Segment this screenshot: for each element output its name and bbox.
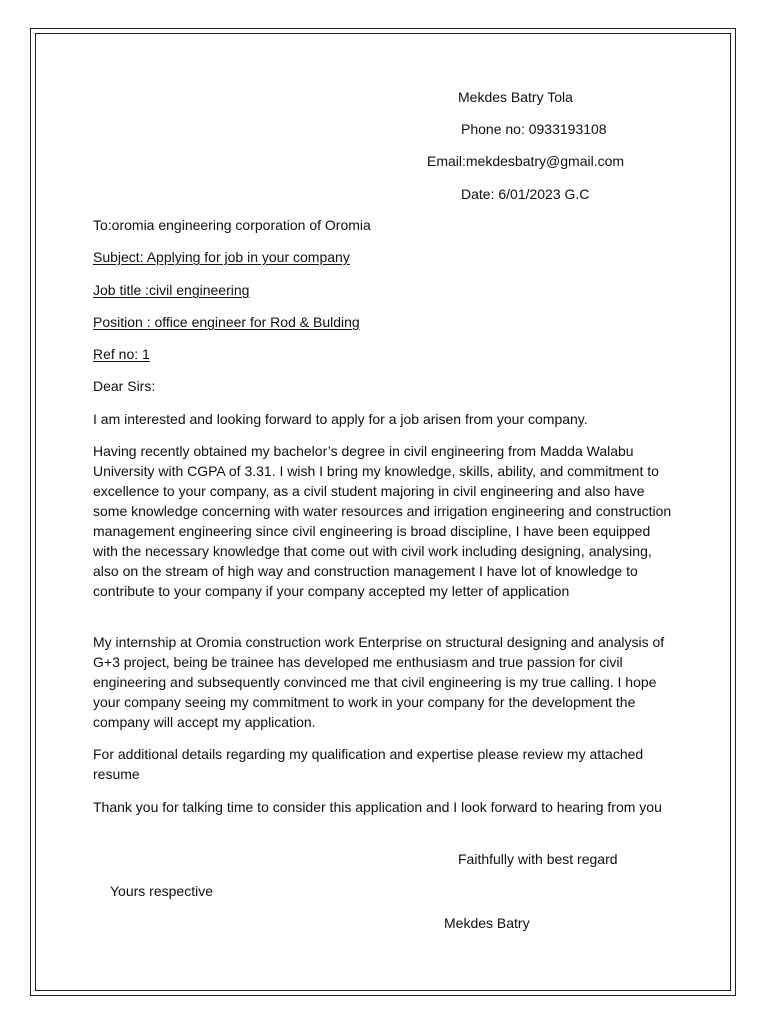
paragraph-details [93,744,677,784]
paragraph-education [93,441,677,601]
ref-no-line: Ref no: 1 [93,346,150,362]
paragraph-details-text: For additional details regarding my qualification and expertise please review my attached resume [93,746,644,782]
paragraph-internship [93,632,677,732]
paragraph-intro [93,409,677,429]
closing-regard: Faithfully with best regard [458,851,618,867]
sender-phone: Phone no: 0933193108 [461,121,607,137]
sender-email: Email:mekdesbatry@gmail.com [427,153,625,169]
paragraph-thanks [93,797,677,817]
subject-line: Subject: Applying for job in your company [93,249,350,265]
sender-name: Mekdes Batry Tola [458,89,573,105]
paragraph-education-text: Having recently obtained my bachelor’s degree in civil engineering from Madda Walabu University with CGPA of 3.31. I wish I bring my knowledge, skills, ability, and commitment to excellence to your company, as a civil student majoring in civil engineering and also have some knowledge concerning with water resources and irrigation engineering and construction management engineering since civil engineering is broad discipline, I have been equipped with the necessary knowledge that come out with civil work including designing, analysing, also on the stream of high way and construction management I have lot of knowledge to contribute to your company if your company accepted my letter of application [93,443,672,599]
paragraph-internship-text: My internship at Oromia construction work Enterprise on structural designing and analysis of G+3 project, being be trainee has developed me enthusiasm and true passion for civil engineering and subsequently convinced me that civil engineering is my true calling. I hope your company seeing my commitment to work in your company for the development the company will accept my application. [93,634,665,730]
job-title-line: Job title :civil engineering [93,282,250,298]
signature-name: Mekdes Batry [444,915,530,931]
letter-date: Date: 6/01/2023 G.C [461,186,590,202]
salutation: Dear Sirs: [93,378,156,394]
closing-respective: Yours respective [110,883,213,899]
position-line: Position : office engineer for Rod & Bulding [93,314,360,330]
paragraph-intro-text: I am interested and looking forward to apply for a job arisen from your company. [93,411,588,427]
recipient-line: To:oromia engineering corporation of Oromia [93,217,371,233]
paragraph-thanks-text: Thank you for talking time to consider this application and I look forward to hearing from you [93,799,662,815]
